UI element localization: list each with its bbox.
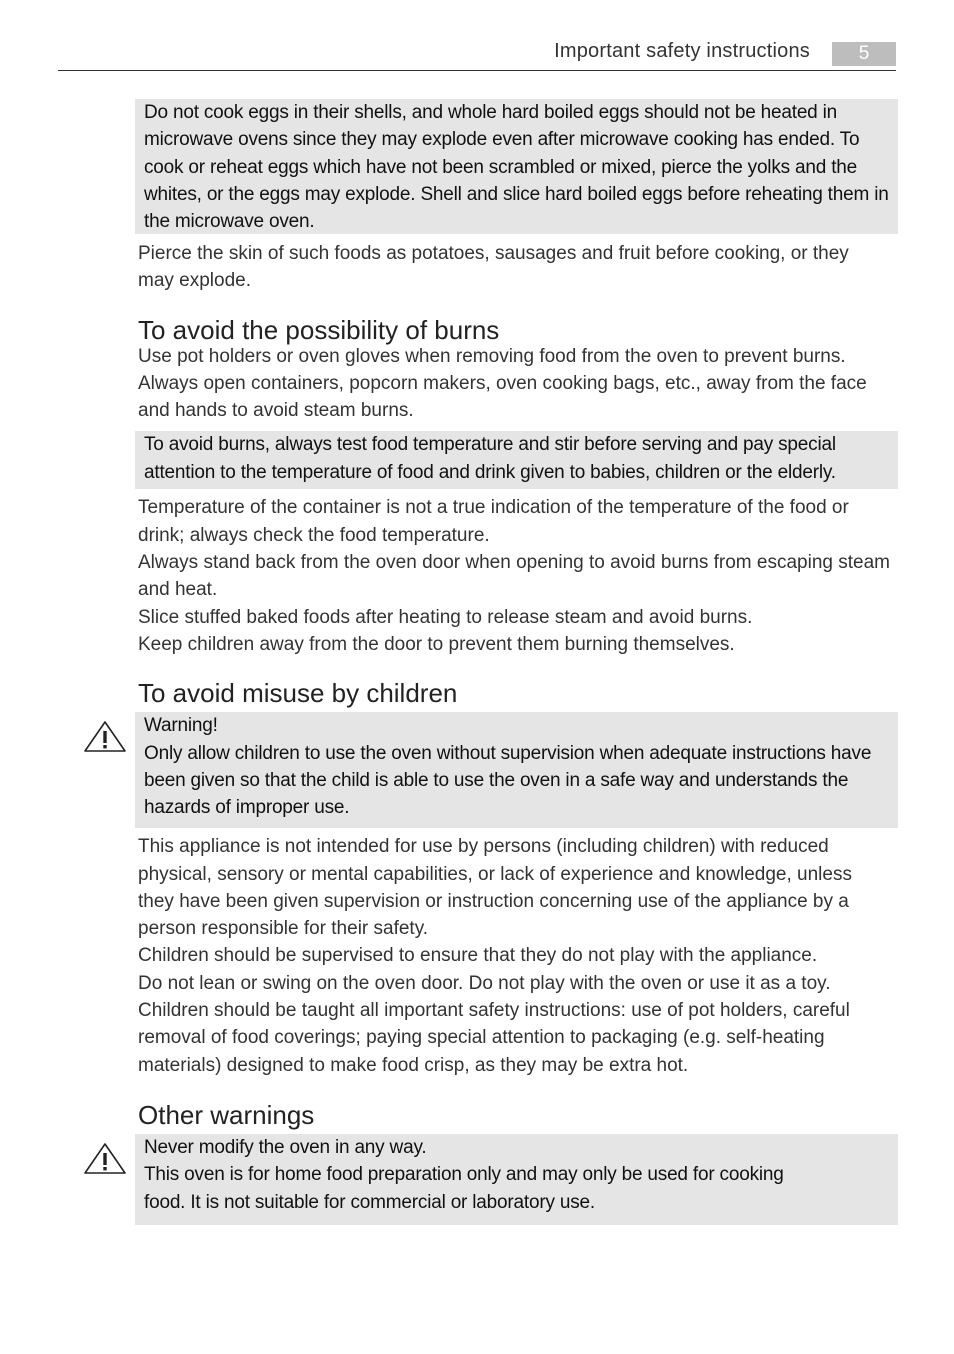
warning-box-children — [135, 712, 898, 828]
page-number: 5 — [832, 42, 896, 66]
paragraph-burns — [138, 343, 883, 425]
warning-other-line-1: Never modify the oven in any way. — [144, 1136, 427, 1158]
notice-box-burns — [135, 431, 898, 489]
paragraph-pierce — [138, 240, 878, 295]
page-content — [138, 99, 898, 1225]
burns2-para-2: Always stand back from the oven door when opening to avoid burns from escaping steam and heat. — [138, 552, 890, 601]
notice-eggs-text: Do not cook eggs in their shells, and whole hard boiled eggs should not be heated in microwave ovens since they may explode even after microwave cooking has ended. To cook or reheat eggs which have not been scrambled or mixed, pierce the yolks and the whites, or the eggs may explode. Shell and slice hard boiled eggs before reheating them in the microwave oven. — [144, 102, 889, 233]
children-para-1: This appliance is not intended for use by persons (including children) with reduced physical, sensory or mental capabilities, or lack of experience and knowledge, unless they have been given supervision or instruction concerning use of the appliance by a person responsible for their safety. — [138, 836, 852, 940]
warning-other-line-2: This oven is for home food preparation only and may only be used for cooking food. It is not suitable for commercial or laboratory use. — [144, 1164, 784, 1213]
burns2-para-1: Temperature of the container is not a true indication of the temperature of the food or drink; always check the food temperature. — [138, 497, 849, 546]
paragraph-burns-2 — [138, 494, 898, 658]
page-header — [58, 38, 896, 71]
header-title: Important safety instructions — [554, 40, 810, 62]
burns2-para-3: Slice stuffed baked foods after heating to release steam and avoid burns. — [138, 606, 753, 628]
warning-children-text: Only allow children to use the oven without supervision when adequate instructions have been given so that the child is able to use the oven in a safe way and understands the hazards of improper use. — [144, 742, 872, 819]
children-para-2: Children should be supervised to ensure that they do not play with the appliance. — [138, 945, 818, 967]
warning-triangle-icon — [83, 1142, 127, 1176]
paragraph-pierce-text: Pierce the skin of such foods as potatoes, sausages and fruit before cooking, or they may explode. — [138, 243, 849, 292]
heading-children: To avoid misuse by children — [138, 678, 458, 709]
warning-title: Warning! — [144, 715, 218, 737]
burns-para-1: Use pot holders or oven gloves when removing food from the oven to prevent burns. — [138, 345, 846, 367]
warning-box-other — [135, 1134, 898, 1225]
children-para-3: Do not lean or swing on the oven door. Do not play with the oven or use it as a toy. — [138, 972, 831, 994]
heading-other-warnings: Other warnings — [138, 1099, 315, 1130]
heading-burns: To avoid the possibility of burns — [138, 314, 500, 345]
paragraph-children — [138, 833, 893, 1079]
warning-triangle-icon — [83, 720, 127, 754]
burns-para-2: Always open containers, popcorn makers, oven cooking bags, etc., away from the face and hands to avoid steam burns. — [138, 372, 867, 422]
children-para-4: Children should be taught all important safety instructions: use of pot holders, careful removal of food coverings; paying special attention to packaging (e.g. self-heating materials) designed to make food crisp, as they may be extra hot. — [138, 1000, 850, 1076]
burns2-para-4: Keep children away from the door to prevent them burning themselves. — [138, 633, 735, 655]
notice-box-eggs — [135, 99, 898, 234]
notice-burns-text: To avoid burns, always test food temperature and stir before serving and pay special attention to the temperature of food and drink given to babies, children or the elderly. — [144, 434, 836, 483]
